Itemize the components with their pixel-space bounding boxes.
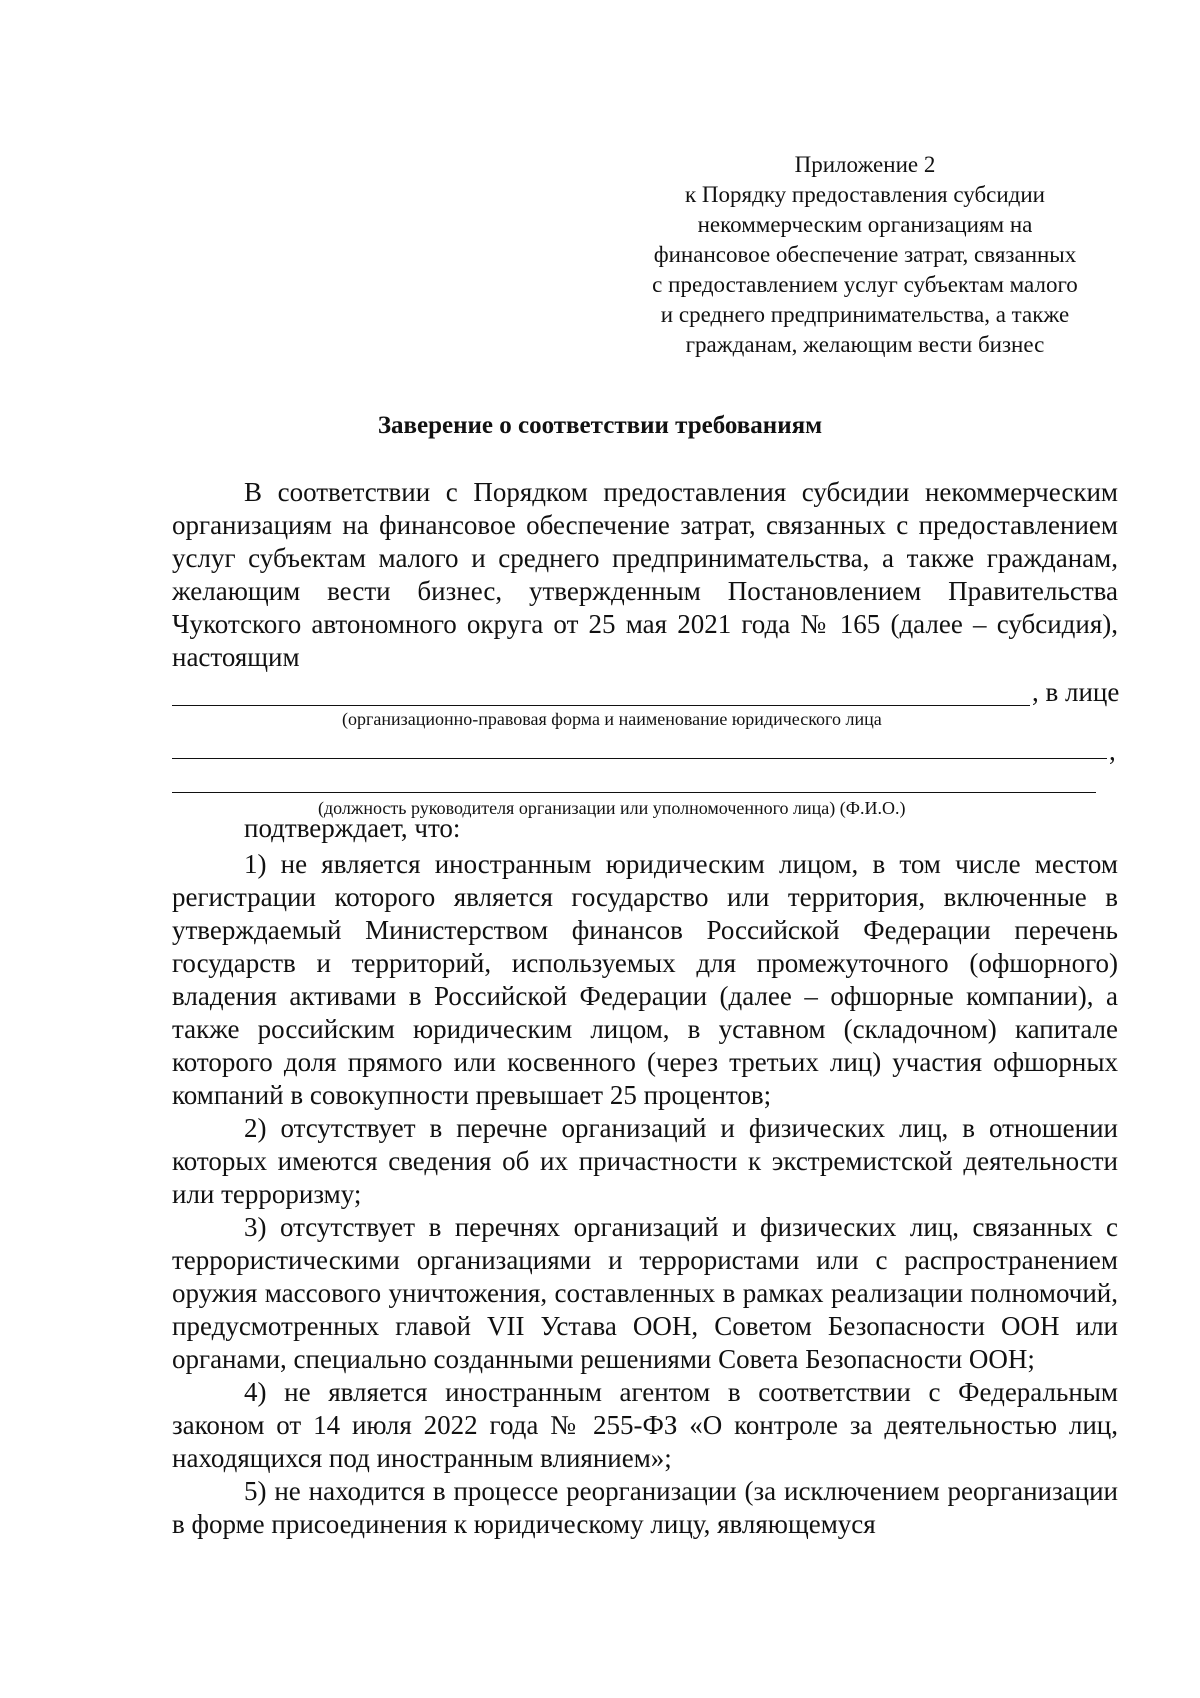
appendix-header	[630, 150, 1100, 360]
org-caption: (организационно-правовая форма и наименование юридического лица	[342, 709, 882, 729]
appendix-line: гражданам, желающим вести бизнес	[685, 332, 1045, 357]
person-blank-1[interactable]	[172, 758, 1107, 759]
org-name-blank[interactable]	[172, 705, 1030, 706]
list-item: 1) не является иностранным юридическим лицом, в том числе местом регистрации которого является государство или территория, включенные в утверждаемый Министерством финансов Российской Федерации перечень государств и территорий, используемых для промежуточного (офшорного) владения активами в Российской Федерации (далее – офшорные компании), а также российским юридическим лицом, в уставном (складочном) капитале которого доля прямого или косвенного (через третьих лиц) участия офшорных компаний в совокупности превышает 25 процентов;	[172, 849, 1118, 1110]
list-item: 2) отсутствует в перечне организаций и физических лиц, в отношении которых имеются сведения об их причастности к экстремистской деятельности или терроризму;	[172, 1113, 1118, 1209]
requirements-list	[172, 848, 1118, 1541]
appendix-line: Приложение 2	[794, 152, 936, 177]
appendix-line: с предоставлением услуг субъектам малого	[652, 272, 1078, 297]
confirms-line: подтверждает, что:	[244, 813, 461, 843]
list-item: 4) не является иностранным агентом в соответствии с Федеральным законом от 14 июля 2022 года № 255-ФЗ «О контроле за деятельностью лиц, находящихся под иностранным влиянием»;	[172, 1377, 1118, 1473]
intro-paragraph: В соответствии с Порядком предоставления субсидии некоммерческим организациям на финансовое обеспечение затрат, связанных с предоставлением услуг субъектам малого и среднего предпринимательства, а также гражданам, желающим вести бизнес, утвержденным Постановлением Правительства Чукотского автономного округа от 25 мая 2021 года № 165 (далее – субсидия), настоящим	[172, 477, 1118, 672]
org-suffix: , в лице	[1032, 677, 1120, 707]
appendix-line: к Порядку предоставления субсидии	[685, 182, 1045, 207]
list-item: 3) отсутствует в перечнях организаций и физических лиц, связанных с террористическими организациями и террористами или с распространением оружия массового уничтожения, составленных в рамках реализации полномочий, предусмотренных главой VII Устава ООН, Советом Безопасности ООН или органами, специально созданными решениями Совета Безопасности ООН;	[172, 1212, 1118, 1374]
list-item: 5) не находится в процессе реорганизации (за исключением реорганизации в форме присоединения к юридическому лицу, являющемуся	[172, 1476, 1118, 1539]
person-suffix: ,	[1109, 736, 1116, 766]
person-caption: (должность руководителя организации или уполномоченного лица) (Ф.И.О.)	[318, 798, 906, 818]
document-title: Заверение о соответствии требованиям	[377, 412, 823, 439]
person-blank-2[interactable]	[172, 792, 1096, 793]
appendix-line: финансовое обеспечение затрат, связанных	[653, 242, 1077, 267]
appendix-line: некоммерческим организациям на	[697, 212, 1033, 237]
appendix-line: и среднего предпринимательства, а также	[660, 302, 1070, 327]
